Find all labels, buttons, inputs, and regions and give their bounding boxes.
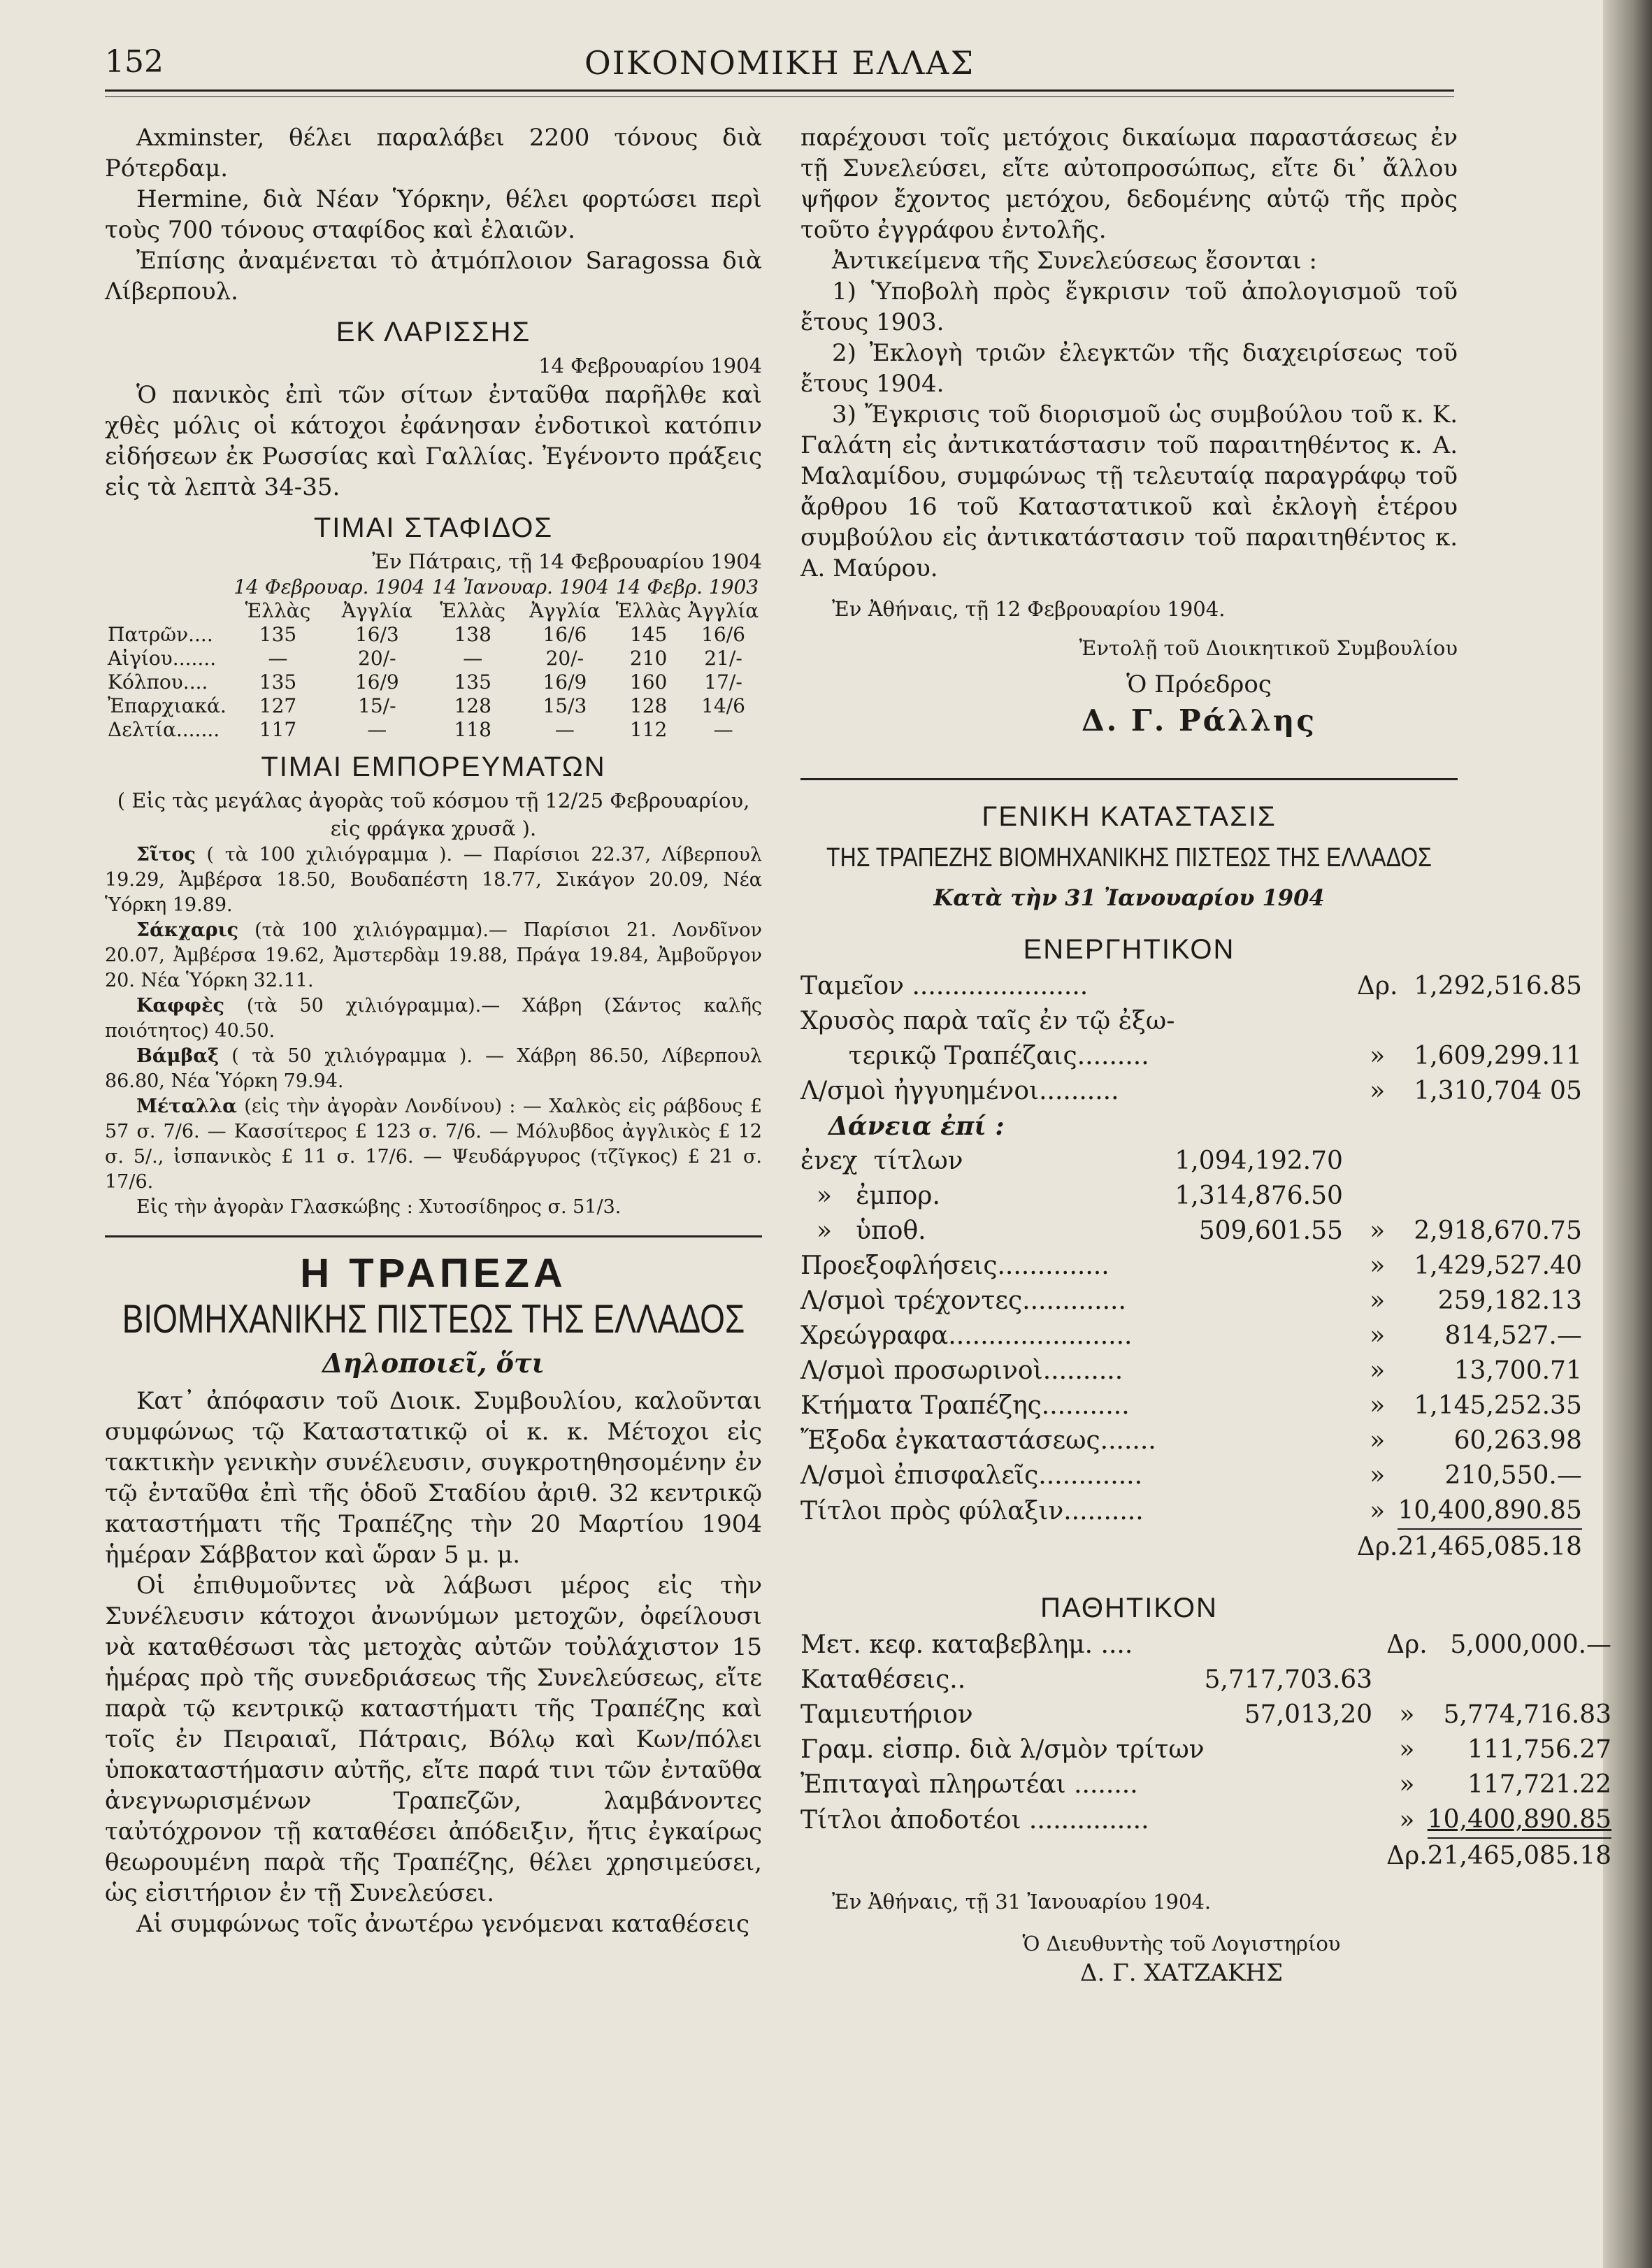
ledger-mark: Δρ. (1386, 1841, 1428, 1870)
ledger-label: Καταθέσεις.. (800, 1665, 966, 1694)
table-header-row (105, 599, 762, 623)
commodity-entry (105, 1094, 762, 1195)
statement-date: Κατὰ τὴν 31 Ἰανουαρίου 1904 (933, 884, 1325, 911)
agenda-item: 2) Ἐκλογὴ τριῶν ἐλεγκτῶν τῆς διαχειρίσεως τοῦ ἔτους 1904. (800, 339, 1458, 398)
commodity-text: (τὰ 100 χιλιόγραμμα).— Παρίσιοι 21. Λονδῖνον 20.07, Ἀμβέρσα 19.62, Ἀμστερδὰμ 19.88, Πράγα 19.84, Ἀμβοῦργον 20. Νέα Ὑόρκη 32.11. (105, 919, 762, 991)
ledger-mark: » (1370, 1426, 1386, 1455)
ledger-mark: Δρ. (1356, 1532, 1398, 1561)
column-header: Ἀγγλία (529, 599, 601, 622)
ledger-amount: 1,429,527.40 (1414, 1251, 1582, 1280)
table-row (800, 1179, 1582, 1214)
page-number: 152 (105, 44, 164, 80)
table-row (800, 1214, 1582, 1249)
table-cell: 15/- (358, 694, 396, 717)
ledger-subamount (1205, 1767, 1386, 1802)
row-place: Αἰγίου....... (108, 647, 217, 670)
notice-paragraph-1: Κατ᾽ ἀπόφασιν τοῦ Διοικ. Συμβουλίου, καλοῦνται συμφώνως τῷ Καταστατικῷ οἱ κ. κ. Μέτοχοι εἰς τακτικὴν γενικὴν συνέλευσιν, συγκροτηθησομένην ἐν τῷ ἐνταῦθα ἐπὶ τῆς ὁδοῦ Σταδίου ἀριθ. 32 κεντρικῷ καταστήματι τῆς Τραπέζης τὴν 20 Μαρτίου 1904 ἡμέραν Σάββατον καὶ ὥραν 5 μ. μ. (105, 1387, 762, 1569)
table-cell: 16/6 (701, 623, 745, 646)
table-date-row (105, 575, 762, 599)
ledger-mark: » (1370, 1042, 1386, 1070)
notice-paragraph-2: Οἱ ἐπιθυμοῦντες νὰ λάβωσι μέρος εἰς τὴν Συνέλευσιν κάτοχοι ἀνωνύμων μετοχῶν, ὀφείλουσι νὰ καταθέσωσι τὰς μετοχὰς αὐτῶν τοὐλάχιστον 15 ἡμέρας πρὸ τῆς συνεδριάσεως τῆς Συνελεύσεως, εἴτε παρὰ τῷ κεντρικῷ καταστήματι τῆς Τραπέζης καὶ τοῖς ἐν Πειραιαῖ, Πάτραις, Βόλῳ καὶ Κων/πόλει ὑποκαταστήμασιν αὐτῆς, εἴτε παρά τινι τῶν ἐνταῦθα ἀνεγνωρισμένων Τραπεζῶν, λαμβάνοντες ταὐτόχρονον τῇ καταθέσει ἀπόδειξιν, ἥτις ἐγκαίρως θεωρουμένη παρὰ τῆς Τραπέζης, θέλει χρησιμεύσει, ὡς εἰσιτήριον ἐν τῇ Συνελεύσει. (105, 1572, 762, 1907)
president-name: Δ. Γ. Ράλλης (1082, 703, 1316, 738)
ledger-mark: » (1370, 1391, 1386, 1420)
ledger-subamount (1175, 1074, 1356, 1109)
commodity-text: (εἰς τὴν ἀγορὰν Λονδίνου) : — Χαλκὸς εἰς ράβδους £ 57 σ. 7/6. — Κασσίτερος £ 123 σ. 7/6. — Μόλυβδος ἀγγλικὸς £ 12 σ. 5/., ἰσπανικὸς £ 11 σ. 17/6. — Ψευδάργυρος (τζῖγκος) £ 21 σ. 17/6. (105, 1096, 762, 1193)
ledger-mark: » (1370, 1077, 1386, 1105)
table-row (800, 1319, 1582, 1354)
ledger-label: ἐνεχ τίτλων (800, 1147, 963, 1175)
ledger-subamount (1205, 1732, 1386, 1767)
ledger-label: Μετ. κεφ. καταβεβλημ. .... (800, 1630, 1133, 1659)
table-cell: 16/6 (543, 623, 587, 646)
ledger-amount: 259,182.13 (1437, 1286, 1582, 1315)
table-cell: 210 (629, 647, 668, 670)
president-title: Ὁ Πρόεδρος (1126, 670, 1272, 698)
statement-title: ΓΕΝΙΚΗ ΚΑΤΑΣΤΑΣΙΣ (982, 801, 1277, 832)
ledger-amount (1398, 1109, 1581, 1144)
ledger-amount: 814,527.— (1444, 1321, 1582, 1350)
ledger-label: Δάνεια ἐπί : (828, 1112, 1005, 1141)
table-row (800, 1388, 1582, 1423)
ledger-subamount (1175, 1388, 1356, 1423)
ledger-label: Χρεώγραφα....................... (800, 1321, 1133, 1350)
goods-subheading: ( Εἰς τὰς μεγάλας ἀγορὰς τοῦ κόσμου τῇ 12/25 Φεβρουαρίου, εἰς φράγκα χρυσᾶ ). (117, 789, 750, 840)
assets-heading: ΕΝΕΡΓΗΤΙΚΟΝ (1023, 934, 1235, 965)
commodity-name: Βάμβαξ (136, 1045, 220, 1067)
table-cell: 135 (259, 623, 297, 646)
table-row (800, 1249, 1582, 1284)
ledger-mark: » (1370, 1251, 1386, 1280)
ledger-amount: 2,918,670.75 (1414, 1216, 1582, 1245)
ledger-subamount: 5,717,703.63 (1204, 1665, 1373, 1694)
column-header: Ἀγγλία (687, 599, 759, 622)
table-cell: 145 (629, 623, 668, 646)
liabilities-total: 21,465,085.18 (1428, 1838, 1611, 1874)
assets-total-row (800, 1529, 1582, 1565)
table-cell: 20/- (358, 647, 396, 670)
ledger-amount: 13,700.71 (1453, 1356, 1582, 1385)
table-cell: — (713, 718, 733, 741)
table-row (800, 1004, 1582, 1039)
ledger-mark: » (1370, 1321, 1386, 1350)
glasgow-line: Εἰς τὴν ἀγορὰν Γλασκώβης : Χυτοσίδηρος σ. 51/3. (136, 1196, 622, 1218)
agenda-item: 3) Ἔγκρισις τοῦ διορισμοῦ ὡς συμβούλου τοῦ κ. Κ. Γαλάτη εἰς ἀντικατάστασιν τοῦ παραιτηθέντος κ. Α. Μαλαμίδου, συμφώνως τῇ τελευταίᾳ παραγράφῳ τοῦ ἄρθρου 16 τοῦ Καταστατικοῦ καὶ ἐκλογὴ ἑτέρου συμβούλου εἰς ἀντικατάστασιν τοῦ παραιτηθέντος κ. Α. Μαύρου. (800, 401, 1458, 582)
commodity-entry (105, 918, 762, 993)
bank-subtitle: ΒΙΟΜΗΧΑΝΙΚΗΣ ΠΙΣΤΕΩΣ ΤΗΣ ΕΛΛΑΔΟΣ (122, 1296, 745, 1342)
notice-continuation: παρέχουσι τοῖς μετόχοις δικαίωμα παραστάσεως ἐν τῇ Συνελεύσει, εἴτε αὐτοπροσώπως, εἴτε δι᾽ ἄλλου ψῆφον ἔχοντος μετόχου, δεδομένης αὐτῷ τῆς πρὸς τοῦτο ἐγγράφου ἐντολῆς. (800, 124, 1458, 244)
ledger-amount: 60,263.98 (1453, 1426, 1582, 1455)
table-row (105, 694, 762, 718)
ledger-amount: 117,721.22 (1467, 1770, 1612, 1799)
table-cell: 135 (454, 670, 491, 694)
table-row (800, 1493, 1582, 1529)
table-cell: 138 (454, 623, 491, 646)
ledger-subamount (1175, 1109, 1356, 1144)
liabilities-heading: ΠΑΘΗΤΙΚΟΝ (1040, 1593, 1218, 1623)
column-header: Ἑλλὰς (440, 599, 506, 622)
shipping-para-2: Hermine, διὰ Νέαν Ὑόρκην, θέλει φορτώσει περὶ τοὺς 700 τόνους σταφίδος καὶ ἐλαιῶν. (105, 185, 762, 244)
statement-final-date: Ἐν Ἀθήναις, τῇ 31 Ἰανουαρίου 1904. (832, 1890, 1212, 1914)
ledger-subamount (1205, 1628, 1386, 1663)
ledger-label: Ταμιευτήριον (800, 1700, 973, 1729)
ledger-amount (1428, 1663, 1611, 1698)
raisin-prices-heading: ΤΙΜΑΙ ΣΤΑΦΙΔΟΣ (313, 512, 554, 543)
table-cell: 15/3 (543, 694, 587, 717)
table-row (800, 1698, 1611, 1732)
ledger-amount (1398, 1144, 1581, 1179)
ledger-mark: » (1399, 1735, 1415, 1764)
table-date-header: 14 Φεβρ. 1903 (615, 575, 759, 598)
ledger-mark: Δρ. (1356, 972, 1398, 1000)
table-row (800, 1458, 1582, 1493)
section-divider (105, 1235, 762, 1237)
shipping-para-3: Ἐπίσης ἀναμένεται τὸ ἀτμόπλοιον Saragossa διὰ Λίβερπουλ. (105, 247, 762, 306)
row-place: Δελτία....... (108, 718, 220, 741)
table-cell: 128 (454, 694, 491, 717)
table-row (800, 1354, 1582, 1388)
table-cell: 135 (259, 670, 297, 694)
ledger-mark (1357, 1179, 1398, 1214)
ledger-mark (1386, 1663, 1428, 1698)
assets-table (800, 969, 1582, 1565)
ledger-amount: 1,145,252.35 (1414, 1391, 1582, 1420)
row-place: Κόλπου.... (108, 670, 208, 694)
ledger-mark: » (1370, 1496, 1386, 1526)
ledger-subamount (1175, 1458, 1356, 1493)
ledger-subamount: 1,094,192.70 (1175, 1147, 1343, 1175)
ledger-mark: » (1399, 1770, 1415, 1799)
right-column (800, 122, 1612, 1988)
ledger-label: Λ/σμοὶ τρέχοντες............. (800, 1286, 1126, 1315)
ledger-amount: 10,400,890.85 (1398, 1496, 1582, 1525)
commodity-name: Μέταλλα (136, 1096, 237, 1117)
table-cell: — (463, 647, 483, 670)
ledger-subamount (1205, 1802, 1386, 1838)
ledger-subamount (1175, 1039, 1356, 1074)
ledger-amount: 10,400,890.85 (1427, 1805, 1612, 1834)
table-row (800, 969, 1582, 1004)
table-cell: 160 (629, 670, 668, 694)
ledger-label: Χρυσὸς παρὰ ταῖς ἐν τῷ ἐξω- (800, 1007, 1175, 1035)
table-row (800, 1423, 1582, 1458)
shipping-para-1: Axminster, θέλει παραλάβει 2200 τόνους διὰ Ρότερδαμ. (105, 124, 762, 182)
notice-date: Ἐν Ἀθήναις, τῇ 12 Φεβρουαρίου 1904. (832, 597, 1226, 621)
row-place: Πατρῶν.... (108, 623, 213, 646)
table-row (800, 1663, 1611, 1698)
table-row (800, 1144, 1582, 1179)
table-row (800, 1732, 1611, 1767)
table-cell: 21/- (704, 647, 742, 670)
table-cell: 127 (259, 694, 297, 717)
ledger-amount (1398, 1179, 1581, 1214)
table-cell: 16/3 (354, 623, 399, 646)
ledger-subamount (1175, 1423, 1356, 1458)
ledger-amount: 5,000,000.— (1450, 1630, 1612, 1659)
table-row (800, 1767, 1611, 1802)
table-cell: — (367, 718, 387, 741)
table-date-header: 14 Ἰανουαρ. 1904 (431, 575, 610, 598)
commodity-entry (105, 1044, 762, 1094)
header-rule (105, 89, 1454, 92)
left-column (105, 122, 762, 1939)
ledger-amount: 210,550.— (1444, 1461, 1582, 1490)
table-cell: 16/9 (543, 670, 587, 694)
assets-total: 21,465,085.18 (1398, 1529, 1581, 1565)
bank-title: Η ΤΡΑΠΕΖΑ (300, 1251, 567, 1296)
table-cell: 117 (259, 718, 297, 741)
table-row (800, 1074, 1582, 1109)
ledger-label: Ἔξοδα ἐγκαταστάσεως....... (800, 1426, 1156, 1455)
ledger-label: » ὑποθ. (800, 1216, 926, 1245)
ledger-amount: 1,609,299.11 (1414, 1042, 1582, 1070)
ledger-amount: 111,756.27 (1467, 1735, 1612, 1764)
table-row (800, 1628, 1611, 1663)
column-header: Ἑλλὰς (245, 599, 311, 622)
commodity-name: Καφφὲς (136, 995, 224, 1017)
ledger-label: Τίτλοι πρὸς φύλαξιν.......... (800, 1496, 1144, 1526)
raisin-price-table (105, 575, 762, 742)
table-row (105, 623, 762, 647)
ledger-mark: » (1370, 1356, 1386, 1385)
liabilities-total-row (800, 1838, 1611, 1874)
ledger-mark: Δρ. (1386, 1630, 1428, 1659)
ledger-subamount (1175, 1319, 1356, 1354)
ledger-subamount: 509,601.55 (1198, 1216, 1343, 1245)
commodity-text: ( τὰ 100 χιλιόγραμμα ). — Παρίσιοι 22.37, Λίβερπουλ 19.29, Ἀμβέρσα 18.50, Βουδαπέστη 18.77, Σικάγον 20.09, Νέα Ὑόρκη 19.89. (105, 844, 762, 916)
table-cell: 112 (629, 718, 668, 741)
column-header: Ἀγγλία (341, 599, 412, 622)
ledger-label: Λ/σμοὶ προσωρινοὶ.......... (800, 1356, 1123, 1385)
agenda-item: 1) Ὑποβολὴ πρὸς ἔγκρισιν τοῦ ἀπολογισμοῦ τοῦ ἔτους 1903. (800, 278, 1458, 336)
notice-paragraph-3: Αἱ συμφώνως τοῖς ἀνωτέρω γενόμεναι καταθέσεις (136, 1910, 750, 1938)
ledger-mark: » (1399, 1700, 1415, 1729)
table-row (800, 1284, 1582, 1319)
table-row (105, 670, 762, 694)
table-row (105, 647, 762, 670)
ledger-subamount (1175, 969, 1356, 1004)
agenda-intro: Ἀντικείμενα τῆς Συνελεύσεως ἔσονται : (832, 247, 1317, 275)
accountant-name: Δ. Γ. ΧΑΤΖΑΚΗΣ (1079, 1959, 1284, 1987)
section-divider (800, 778, 1458, 780)
table-cell: — (268, 647, 288, 670)
table-row (800, 1039, 1582, 1074)
ledger-subamount: 57,013,20 (1244, 1700, 1373, 1729)
announcement-heading: Δηλοποιεῖ, ὅτι (322, 1347, 545, 1379)
larissa-date: 14 Φεβρουαρίου 1904 (538, 354, 762, 378)
table-cell: 118 (454, 718, 491, 741)
ledger-subamount (1175, 1284, 1356, 1319)
ledger-mark (1357, 1109, 1398, 1144)
table-cell: — (554, 718, 575, 741)
row-place: Ἐπαρχιακά. (108, 694, 227, 717)
ledger-subamount (1175, 1004, 1356, 1039)
accountant-title: Ὁ Διευθυντὴς τοῦ Λογιστηρίου (1022, 1932, 1341, 1955)
statement-bank: ΤΗΣ ΤΡΑΠΕΖΗΣ ΒΙΟΜΗΧΑΝΙΚΗΣ ΠΙΣΤΕΩΣ ΤΗΣ ΕΛΛΑΔΟΣ (826, 842, 1432, 873)
commodity-text: (τὰ 50 χιλιόγραμμα).— Χάβρη (Σάντος καλῆς ποιότητος) 40.50. (105, 995, 762, 1042)
table-cell: 20/- (545, 647, 584, 670)
table-row (105, 718, 762, 742)
board-mandate: Ἐντολῇ τοῦ Διοικητικοῦ Συμβουλίου (1079, 636, 1458, 660)
ledger-mark: » (1370, 1216, 1386, 1245)
ledger-subamount (1175, 1249, 1356, 1284)
table-row (800, 1802, 1611, 1838)
ledger-amount: 5,774,716.83 (1443, 1700, 1612, 1729)
ledger-subamount (1175, 1354, 1356, 1388)
ledger-subamount (1175, 1493, 1356, 1529)
ledger-label: Τίτλοι ἀποδοτέοι ............... (800, 1805, 1149, 1835)
ledger-amount: 1,292,516.85 (1414, 972, 1582, 1000)
ledger-label: Προεξοφλήσεις.............. (800, 1251, 1109, 1280)
larissa-heading: ΕΚ ΛΑΡΙΣΣΗΣ (336, 317, 531, 347)
ledger-label: » ἐμπορ. (800, 1182, 940, 1210)
commodity-name: Σάκχαρις (136, 919, 239, 941)
page-edge-shadow (1603, 0, 1652, 2268)
column-header: Ἑλλὰς (615, 599, 682, 622)
table-date-header: 14 Φεβρουαρ. 1904 (234, 575, 425, 598)
ledger-label: Κτήματα Τραπέζης........... (800, 1391, 1130, 1420)
ledger-subamount: 1,314,876.50 (1175, 1182, 1343, 1210)
table-row (800, 1109, 1582, 1144)
commodity-entry (105, 993, 762, 1044)
ledger-label: Γραμ. εἰσπρ. διὰ λ/σμὸν τρίτων (800, 1735, 1205, 1764)
commodity-entry (105, 842, 762, 918)
ledger-label: Ἐπιταγαὶ πληρωτέαι ........ (800, 1770, 1138, 1799)
ledger-label: Λ/σμοὶ ἠγγυημένοι.......... (800, 1077, 1119, 1105)
commodity-name: Σῖτος (136, 844, 196, 866)
page-header (105, 38, 1454, 87)
table-cell: 17/- (704, 670, 742, 694)
ledger-amount (1398, 1004, 1581, 1039)
ledger-mark: » (1370, 1461, 1386, 1490)
ledger-label: Ταμεῖον ...................... (800, 972, 1089, 1000)
ledger-mark (1357, 1144, 1398, 1179)
table-cell: 128 (629, 694, 668, 717)
ledger-label: Λ/σμοὶ ἐπισφαλεῖς............. (800, 1461, 1143, 1490)
commodity-text: ( τὰ 50 χιλιόγραμμα ). — Χάβρη 86.50, Λίβερπουλ 86.80, Νέα Ὑόρκη 79.94. (105, 1045, 762, 1092)
table-cell: 14/6 (701, 694, 745, 717)
ledger-mark: » (1399, 1805, 1415, 1835)
header-rule-thin (105, 96, 1454, 97)
raisin-date: Ἐν Πάτραις, τῇ 14 Φεβρουαρίου 1904 (372, 550, 762, 573)
larissa-text: Ὁ πανικὸς ἐπὶ τῶν σίτων ἐνταῦθα παρῆλθε καὶ χθὲς μόλις οἱ κάτοχοι ἐφάνησαν ἐνδοτικοὶ κατόπιν εἰδήσεων ἐκ Ρωσσίας καὶ Γαλλίας. Ἐγένοντο πράξεις εἰς τὰ λεπτὰ 34-35. (105, 381, 762, 501)
ledger-amount: 1,310,704 05 (1414, 1077, 1582, 1105)
ledger-label: τερικῷ Τραπέζαις......... (800, 1042, 1149, 1070)
ledger-mark: » (1370, 1286, 1386, 1315)
goods-prices-heading: ΤΙΜΑΙ ΕΜΠΟΡΕΥΜΑΤΩΝ (261, 752, 606, 782)
table-cell: 16/9 (354, 670, 399, 694)
running-title: ΟΙΚΟΝΟΜΙΚΗ ΕΛΛΑΣ (584, 44, 975, 82)
ledger-mark (1357, 1004, 1398, 1039)
liabilities-table (800, 1628, 1611, 1874)
